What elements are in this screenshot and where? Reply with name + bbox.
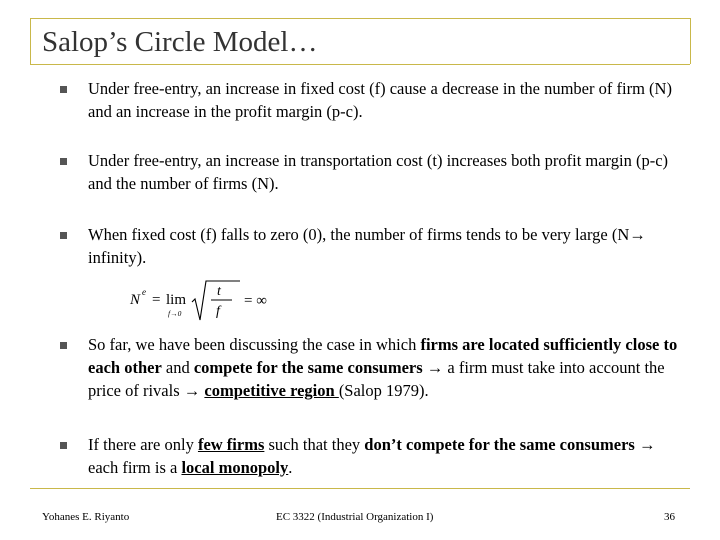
formula-equals: = [152, 292, 161, 308]
bullet-marker [60, 86, 67, 93]
bullet-text-1: Under free-entry, an increase in fixed cost (f) cause a decrease in the number of firm (N) and an increase in the profit margin (p-c). [88, 79, 672, 121]
footer-course: EC 3322 (Industrial Organization I) [276, 511, 434, 523]
bullet-marker [60, 232, 67, 239]
bullet-5-part-c: such that they [264, 435, 365, 454]
bullet-4-bold-located: firms are located sufficiently close to each other [88, 335, 678, 377]
footer-author: Yohanes E. Riyanto [42, 511, 130, 523]
bullet-text-5 [88, 433, 688, 479]
bullet-5-few-firms: few firms [197, 435, 265, 454]
bullet-5-local-monopoly: local monopoly [181, 458, 289, 477]
formula-superscript: e [142, 287, 146, 297]
bullet-5-part-e: → each firm is a [88, 435, 656, 477]
formula-operator: lim [166, 292, 187, 308]
title-frame-left [30, 18, 31, 64]
bullet-5-bold-dont-compete: don’t compete for the same consumers [364, 435, 635, 454]
bullet-4-competitive-region: competitive region [204, 381, 339, 400]
bullet-text-4 [88, 333, 688, 402]
bullet-marker [60, 158, 67, 165]
bullet-4-part-e: → a firm must take into account the price of rivals → [88, 358, 665, 400]
formula-lhs: N [130, 292, 141, 308]
bullet-4-bold-compete: compete for the same consumers [193, 358, 423, 377]
bullet-text-3: When fixed cost (f) falls to zero (0), the number of firms tends to be very large (N→ infinity). [88, 225, 646, 267]
title-frame-right [690, 18, 691, 64]
formula-denominator: f [216, 304, 220, 319]
limit-formula [128, 278, 288, 324]
title-rule [30, 64, 690, 65]
bullet-5-part-a: If there are only [88, 435, 198, 454]
bullet-5-part-g: . [288, 458, 293, 477]
formula-subscript: f→0 [168, 309, 182, 318]
bullet-4-part-a: So far, we have been discussing the case in which [88, 335, 421, 354]
bullet-marker [60, 442, 67, 449]
bullet-text-2: Under free-entry, an increase in transportation cost (t) increases both profit margin (p-c) and the number of firms (N). [88, 151, 669, 193]
formula-numerator: t [217, 284, 221, 299]
title-frame-top [30, 18, 690, 19]
slide-title: Salop’s Circle Model… [42, 26, 318, 58]
bullet-4-citation: (Salop 1979). [338, 381, 429, 400]
bullet-4-part-c: and [161, 358, 194, 377]
formula-rhs: = ∞ [244, 293, 267, 309]
bullet-marker [60, 342, 67, 349]
footer-rule [30, 488, 690, 489]
footer-page-number: 36 [664, 511, 675, 523]
